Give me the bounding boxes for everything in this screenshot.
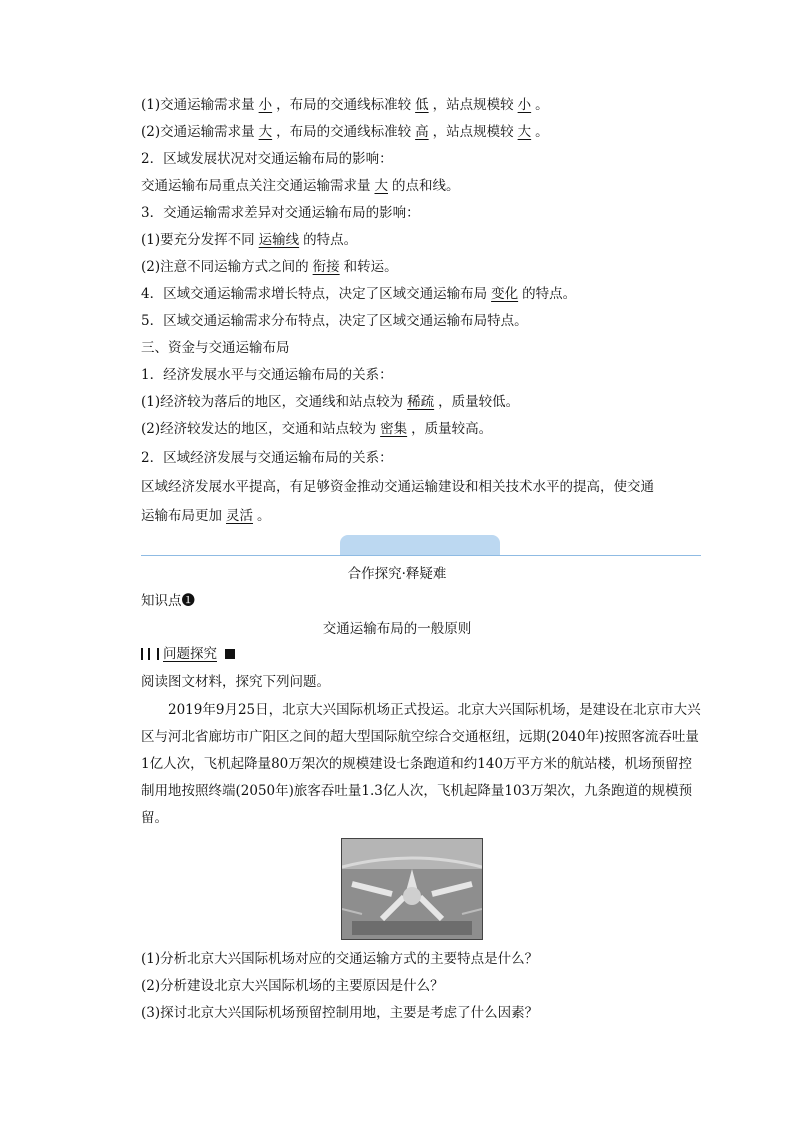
text-segment: 运输布局更加 bbox=[141, 508, 222, 524]
banner-title: 合作探究·释疑难 bbox=[347, 566, 447, 582]
text-segment: (1)经济较为落后的地区，交通线和站点较为 bbox=[141, 394, 404, 410]
knowledge-point-label: 知识点❶ bbox=[141, 593, 195, 609]
text-segment: (2)交通运输需求量 bbox=[141, 124, 255, 140]
text-line bbox=[141, 258, 398, 276]
fill-in-answer: 大 bbox=[258, 124, 273, 140]
text-segment: 。 bbox=[257, 508, 271, 524]
text-line bbox=[141, 123, 549, 141]
section-heading: 三、资金与交通运输布局 bbox=[141, 340, 290, 356]
text-segment: (2)经济较发达的地区，交通和站点较为 bbox=[141, 421, 377, 437]
fill-in-answer: 衔接 bbox=[312, 259, 340, 275]
text-segment: 的特点。 bbox=[303, 232, 358, 248]
text-line bbox=[141, 420, 492, 438]
fill-in-answer: 灵活 bbox=[226, 508, 253, 524]
text-segment: ，质量较高。 bbox=[411, 421, 493, 437]
text-segment: ，站点规模较 bbox=[432, 97, 514, 113]
text-segment: (1)要充分发挥不同 bbox=[141, 232, 255, 248]
banner-divider bbox=[141, 555, 701, 556]
fill-in-answer: 稀疏 bbox=[407, 394, 435, 410]
text-line bbox=[141, 393, 519, 411]
fill-in-answer: 运输线 bbox=[258, 232, 300, 248]
text-line: 区域经济发展水平提高，有足够资金推动交通运输建设和相关技术水平的提高，使交通 bbox=[141, 479, 654, 495]
fill-in-answer: 高 bbox=[415, 124, 429, 140]
text-segment: ，布局的交通线标准较 bbox=[276, 124, 412, 140]
text-segment: 的特点。 bbox=[522, 286, 577, 302]
text-segment: 。 bbox=[535, 124, 549, 140]
text-segment: 和转运。 bbox=[343, 259, 398, 275]
text-segment: (2)注意不同运输方式之间的 bbox=[141, 259, 309, 275]
reading-paragraph: 2019年9月25日，北京大兴国际机场正式投运。北京大兴国际机场，是建设在北京市大兴区与河北省廊坊市广阳区之间的超大型国际航空综合交通枢纽，远期(2040年)按照客流吞吐量1亿人次，飞机起降量80万架次的规模建设七条跑道和约140万平方米的航站楼，机场预留控制用地按照终端(2050年)旅客吞吐量1.3亿人次，飞机起降量103万架次，九条跑道的规模预留。 bbox=[141, 702, 701, 826]
text-line: 2．区域经济发展与交通运输布局的关系： bbox=[141, 450, 393, 466]
fill-in-answer: 低 bbox=[415, 97, 429, 113]
text-segment: 。 bbox=[535, 97, 549, 113]
double-bar-icon bbox=[141, 648, 159, 660]
fill-in-answer: 变化 bbox=[491, 286, 519, 302]
probe-label: 问题探究 bbox=[163, 646, 217, 662]
text-line: 1．经济发展水平与交通运输布局的关系： bbox=[141, 367, 393, 383]
text-segment: 4．区域交通运输需求增长特点，决定了区域交通运输布局 bbox=[141, 286, 488, 302]
text-segment: ，质量较低。 bbox=[438, 394, 520, 410]
text-line bbox=[141, 177, 460, 195]
square-icon bbox=[225, 649, 235, 659]
text-segment: 的点和线。 bbox=[392, 178, 460, 194]
text-line bbox=[141, 507, 271, 525]
fill-in-answer: 小 bbox=[258, 97, 273, 113]
text-segment: ，站点规模较 bbox=[432, 124, 514, 140]
text-line bbox=[141, 96, 549, 114]
text-line: 5．区域交通运输需求分布特点，决定了区域交通运输布局特点。 bbox=[141, 313, 528, 329]
question-item: (2)分析建设北京大兴国际机场的主要原因是什么？ bbox=[141, 978, 444, 994]
text-line bbox=[141, 285, 576, 303]
probe-heading bbox=[141, 645, 235, 663]
knowledge-point-title: 交通运输布局的一般原则 bbox=[322, 621, 472, 637]
text-segment: (1)交通运输需求量 bbox=[141, 97, 255, 113]
banner-tab bbox=[340, 535, 500, 555]
text-line: 3．交通运输需求差异对交通运输布局的影响： bbox=[141, 205, 420, 221]
fill-in-answer: 大 bbox=[517, 124, 532, 140]
text-line: 2．区域发展状况对交通运输布局的影响： bbox=[141, 151, 393, 167]
airport-photo bbox=[341, 838, 483, 940]
reading-intro: 阅读图文材料，探究下列问题。 bbox=[141, 674, 330, 690]
question-item: (3)探讨北京大兴国际机场预留控制用地，主要是考虑了什么因素？ bbox=[141, 1005, 539, 1021]
fill-in-answer: 大 bbox=[374, 178, 388, 194]
question-item: (1)分析北京大兴国际机场对应的交通运输方式的主要特点是什么？ bbox=[141, 951, 539, 967]
text-segment: 交通运输布局重点关注交通运输需求量 bbox=[141, 178, 371, 194]
fill-in-answer: 密集 bbox=[380, 421, 408, 437]
fill-in-answer: 小 bbox=[517, 97, 532, 113]
text-line bbox=[141, 231, 357, 249]
text-segment: ，布局的交通线标准较 bbox=[276, 97, 412, 113]
